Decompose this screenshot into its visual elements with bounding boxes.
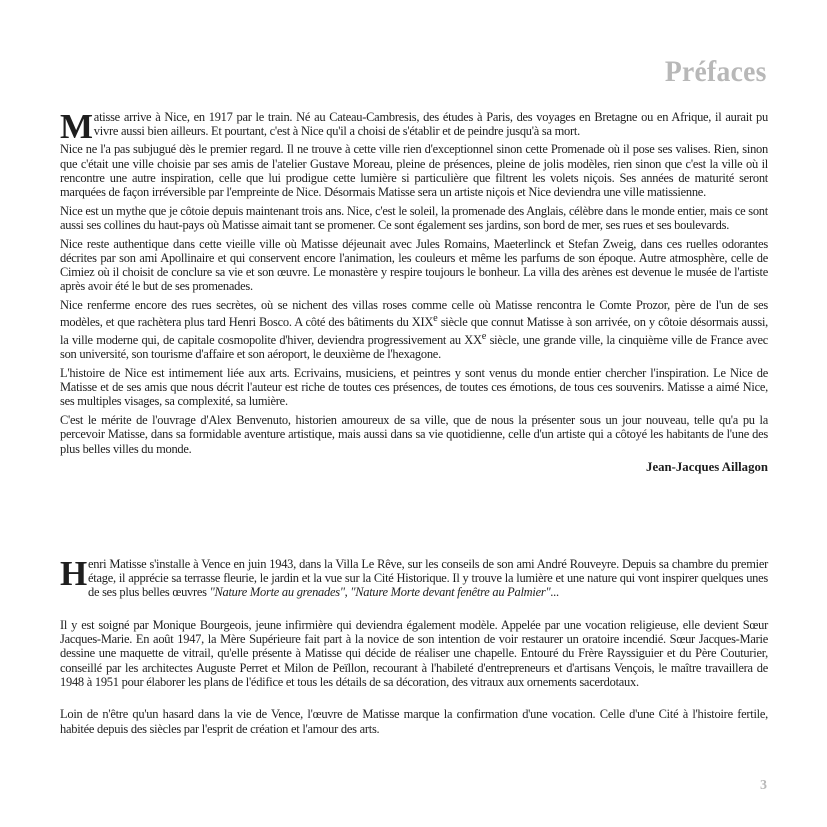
paragraph: Nice est un mythe que je côtoie depuis maintenant trois ans. Nice, c'est le soleil, la promenade des Anglais, célèbre dans le monde entier, mais ce sont aussi ses collines du haut-pays où Matisse aimait tant se promener. Ce sont également ses jardins, son bord de mer, ses rues et ses boulevards. xyxy=(60,203,768,233)
paragraph-text: , xyxy=(344,585,351,600)
paragraph-text: atisse arrive à Nice, en 1917 par le train. Né au Cateau-Cambresis, des études à Paris, des voyages en Bretagne ou en Afrique, il aurait pu vivre aussi bien ailleurs. Et pourtant, c'est à Nice qu'il a choisi de s'établir et de peindre jusqu'à sa mort. xyxy=(93,110,768,139)
paragraph-text: siècle que connut Matisse à son arrivée, on y côtoie désormais aussi, la ville moderne qui, de capitale cosmopolite d'hiver, deviendra progressivement au XX xyxy=(60,315,769,347)
preface-vence xyxy=(60,554,768,754)
paragraph: C'est le mérite de l'ouvrage d'Alex Benvenuto, historien amoureux de sa ville, que de nous la présenter sous un jour nouveau, telle qu'a pu la percevoir Matisse, dans sa formidable aventure artistique, mais aussi dans sa vie quotidienne, celle d'un artiste qui a côtoyé les habitants de l'une des plus belles villes du monde. xyxy=(60,413,768,456)
paragraph-text: enri Matisse s'installe à Vence en juin 1943, dans la Villa Le Rêve, sur les conseils de son ami André Rouveyre. Depuis sa chambre du premier étage, il apprécie sa terrasse fleurie, le jardin et la vue sur la Cité Historique. Il y trouve la lumière et une nature qui vont inspirer quelques unes de ses plus belles œuvres xyxy=(87,557,768,600)
page-title: Préfaces xyxy=(665,55,767,88)
superscript: e xyxy=(481,330,487,342)
artwork-title: ''Nature Morte au grenades'' xyxy=(209,585,345,600)
paragraph: L'histoire de Nice est intimement liée aux arts. Ecrivains, musiciens, et peintres y sont venus du monde entier chercher l'inspiration. Le Nice de Matisse et de ses amis que nous décrit l'auteur est riche de toutes ces présences, de toutes ces émotions, de tous ces souvenirs. Matisse a aimé Nice, ses multiples visages, sa complexité, sa lumière. xyxy=(60,365,768,409)
paragraph-text: siècle, une grande ville, la cinquième ville de France avec son université, son tourisme d'affaire et son aéroport, le deuxième de l'hexagone. xyxy=(60,332,768,362)
paragraph xyxy=(60,554,768,600)
signature: Jean-Jacques Aillagon xyxy=(646,460,768,475)
paragraph-text: Nice renferme encore des rues secrètes, où se nichent des villas roses comme celle où Matisse rencontra le Comte Prozor, père de l'un de ses modèles, et que rachètera plus tard Henri Bosco. A côté des bâtiments du XIX xyxy=(60,298,768,330)
preface-aillagon xyxy=(60,107,769,475)
superscript: e xyxy=(433,313,438,325)
paragraph: Loin de n'être qu'un hasard dans la vie de Vence, l'œuvre de Matisse marque la confirmation d'une vocation. Celle d'une Cité à l'histoire fertile, habitée depuis des siècles par l'esprit de création et l'amour des arts. xyxy=(60,707,768,736)
paragraph-text: ... xyxy=(550,585,559,600)
artwork-title: ''Nature Morte devant fenêtre au Palmier'' xyxy=(350,585,551,600)
paragraph: Il y est soigné par Monique Bourgeois, jeune infirmière qui deviendra également modèle. Appelée par une vocation religieuse, elle devient Sœur Jacques-Marie. En août 1947, la Mère Supérieure fait part à la novice de son intention de voir restaurer un oratoire incendié. Sœur Jacques-Marie dessine une maquette de vitrail, qu'elle présente à Matisse qui décide de réaliser une chapelle. Entouré du Frère Rayssiguier et du Père Couturier, conseillé par les architectes Auguste Perret et Milon de Peïllon, recourant à l'habileté d'entrepreneurs et d'artisans Vençois, le maître travaillera de 1948 à 1951 pour élaborer les plans de l'édifice et tous les détails de sa décoration, des vitraux aux ornements sacerdotaux. xyxy=(60,618,768,689)
paragraph: Nice reste authentique dans cette vieille ville où Matisse déjeunait avec Jules Romains, Maeterlinck et Stefan Zweig, dans ces ruelles odorantes décrites par son ami Apollinaire et qui conservent encore l'animation, les couleurs et même les parfums de son époque. Autre atmosphère, celle de Cimiez où il choisit de conclure sa vie et son œuvre. Le monastère y respire toujours le bonheur. La villa des arènes est devenue le musée de l'artiste après avoir été le but de ses promenades. xyxy=(60,236,768,294)
dropcap-letter: M xyxy=(60,107,93,146)
paragraph xyxy=(60,107,768,146)
paragraph xyxy=(60,298,768,361)
page-number: 3 xyxy=(760,778,767,793)
dropcap-letter: H xyxy=(60,554,87,593)
paragraph: Nice ne l'a pas subjugué dès le premier regard. Il ne trouve à cette ville rien d'exceptionnel sinon cette Promenade où il pose ses valises. Rien, sinon que c'était une ville choisie par ses amis de l'atelier Gustave Moreau, pleine de présences, pleine de jolis modèles, rien sinon que c'est la ville où il rencontre une autre inspiration, celle que lui prodigue cette lumière si particulière que filtrent les volets niçois. Ses années de maturité seront marquées de façon irréversible par l'empreinte de Nice. Désormais Matisse sera un artiste niçois et Nice deviendra une ville matissienne. xyxy=(60,142,768,200)
